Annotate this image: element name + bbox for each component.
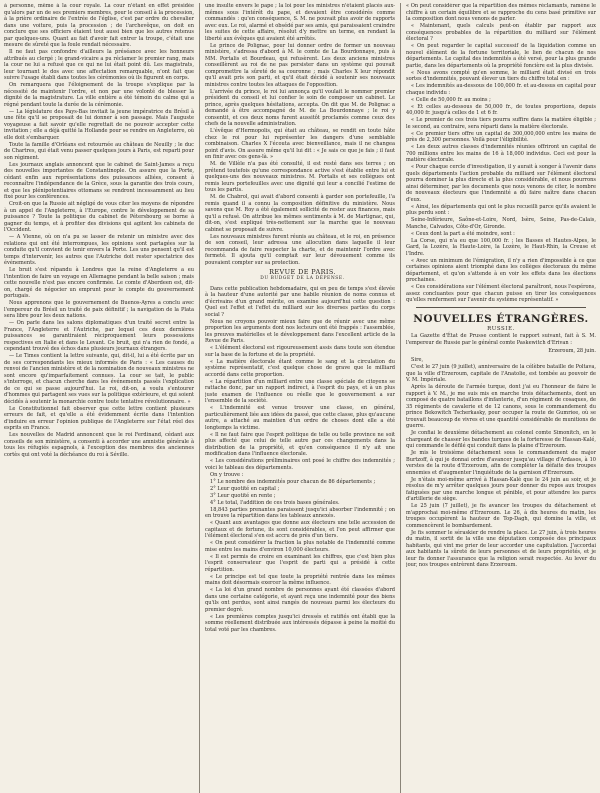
paragraph: Je confiai le deuxième détachement au colonel comte Simonitch, en le chargeant de chasser les bandes turques de la forteresse de Hassan-Kalé, qui commande le défilé qui conduit dans la plaine d'Erzeroum. [406,430,596,449]
paragraph: Nous ne croyons pouvoir mieux faire que de réunir avec une même proportion les arguments dont nos lecteurs ont été frappés : l'assemblée, les preuves matérielles et le développement dans l'excellent article de la Revue de Paris. [205,318,395,344]
paragraph: La Gazette d'État de Prusse contient le rapport suivant, fait à S. M. l'empereur de Russie par le général comte Paskewitch d'Erivan : [406,333,596,346]
paragraph: M. de Villèle n'a pas été consulté, il est resté dans ses terres ; on prétend toutefois qu'une correspondance active s'est établie entre lui et quelques-uns des nouveaux ministres. M. Portalis et ses collègues ont remis leurs portefeuilles avec une dignité qui leur a concilié l'estime de tous les partis. [205,161,395,193]
paragraph: Dans cette publication hebdomadaire, qui en peu de temps s'est élevée à la hauteur d'une autorité par une habile réunion de noms connus et d'écrivains d'un grand mérite, on examine aujourd'hui cette question : Quel est l'effet et l'effet du milliard sur les diverses parties du corps social ? [205,285,395,318]
paragraph: Il ne faut pas confondre d'ailleurs la préséance avec les honneurs attribués au clergé ; le grand-vicaire a pu réclamer le premier rang, mais la cour ne lui a refusé que ce qui ne lui était point dû. Les magistrats, leur tournant le dos avec une affectation remarquable, n'ont fait que suivre l'usage établi dans toutes les cérémonies où ils figurent en corps. [4,49,194,81]
paragraph: « Il est permis de croire en examinant les chiffres, que c'est bien plus l'esprit conservateur que l'esprit de parti qui a présidé à cette répartition. [205,553,395,573]
paragraph: « L'élément électoral est rigoureusement assis dans toute son étendue sur la base de la fortune et de la propriété. [205,345,395,358]
paragraph: « L'indemnité est venue trouver une classe, en général, particulièrement liée aux idées du passé, que cette classe, plus qu'aucune autre, a attaché au maintien d'un ordre de choses dont elle a été longtemps la victime. [205,405,395,431]
paragraph: Le 25 juin (7 juillet), je fis avancer les troupes du détachement et m'approchai moi-même d'Erzeroum. Le 26, à dix heures du matin, les troupes occupèrent la hauteur de Top-Dagh, qui domine la ville, et commencèrent le bombardement. [406,503,596,529]
paragraph: On remarquera que l'éloignement de la troupe s'explique par la nécessité de maintenir l'ordre, et non par une volonté de blesser la dignité de la magistrature. La ville entière a été témoin du calme qui a régné pendant toute la durée de la cérémonie. [4,82,194,108]
list-item: 4° Le total, l'addition de ces trois bases générales. [210,499,340,506]
paragraph: « Ce premier tiers offre un capital de 300,000,000 entre les mains de près de 2,300 personnes. Voilà pour l'éligibilité. [406,130,596,143]
dateline: Erzeroum, 28 juin. [548,348,596,354]
list-item: 3° Leur quotité en rente ; [210,492,276,499]
paragraph: Je mis le troisième détachement sous le commandement du major Burtzoff, à qui je donnai ordre d'avancer jusqu'au village d'Ardasos, à 10 verstes de la route d'Erzeroum, afin de complèter la défaite des troupes ennemies et d'augmenter l'inquiétude de la garnison d'Erzeroum. [406,450,596,476]
paragraph: Je fis sommer le séraskier de rendre la place. Le 27 juin, à trois heures du matin, il sortit de la ville une députation composée des principaux habitants, qui vint me prier de leur accorder une capitulation. J'accordai aux habitants la sûreté de leurs personnes et de leurs propriétés, et je leur fis donner l'assurance que la religion serait respectée. Au lever du jour, nos troupes entrèrent dans Erzeroum. [406,529,596,568]
paragraph: à personne, même à la cour royale. La cour n'étant en effet présidée qu'alors par un de ses premiers membres, pour le conseil à la procession, à la prière ordinaire de l'entrée de l'église, c'est par ordre du chevalier dans une voiture, puis la procession ; de l'archevêque, on doit en conclure que ses officiers étaient tout aussi bien que les autres retenus par quelques-uns. Quant au fait d'avoir fait entrer la troupe, c'était une mesure de sûreté que la foule rendait nécessaire. [4,3,194,48]
paragraph: « Les deux autres classes d'indemnités réunies offriront un capital de 700 millions entre les mains de 16 à 18,000 individus. Ceci est pour la matière électorale. [406,144,596,163]
paragraph: « Ces considérations sur l'élément électoral paraîtront, nous l'espérons, assez concluantes pour que chacun puisse en tirer les conséquences qu'elles renferment sur l'avenir du système représentatif. » [406,284,596,303]
column-divider [199,3,200,793]
paragraph: « Les indemnités au-dessous de 100,000 fr. et au-dessus en capital pour chaque individu : [406,83,596,96]
paragraph: — A Vienne, où on n'a pu se lasser de retenir un ministre avec des relations qui ont été interrompues, les opinions sont partagées sur la conduite qu'il convient de tenir envers la Porte. Les uns pensent qu'il est temps d'intervenir, les autres que l'Autriche doit rester spectatrice des événements. [4,234,194,266]
paragraph: « Le premier de ces trois tiers pourra suffire dans la matière éligible ; le second, au contraire, sera réparti dans la matière électorale. [406,117,596,130]
list-item: 1° Le nombre des indemnités pour chacun de 86 départements ; [210,478,376,485]
paragraph: — La législature des Pays-Bas invitait la jeune impératrice du Brésil à une fête qu'il se proposait de lui donner à son passage. Mais l'auguste voyageuse a fait savoir qu'elle regrettait de ne pouvoir accepter cette invitation ; elle a déjà quitté la Hollande pour se rendre en Angleterre, où elle doit s'embarquer. [4,108,194,141]
column-2 [205,3,395,793]
paragraph: La Corse, qui n'a eu que 100,000 fr. ; les Basses et Hautes-Alpes, le Gard, la Lozère, la Haute-Loire, la Lozère, le Haut-Rhin, la Creuse et l'Indre. [406,237,596,257]
paragraph: « On peut considérer la fraction la plus notable de l'indemnité comme mise entre les mains d'environ 10,000 électeurs. [205,540,395,553]
section-subtitle: DU BUDGET DE LA DÉPENSE. [260,276,345,281]
paragraph: Nous apprenons que le gouvernement de Buenos-Ayres a conclu avec l'empereur du Brésil un traité de paix définitif ; la navigation de la Plata sera libre pour les deux nations. [4,300,194,319]
paragraph: « Ceux dont la part a été moindre, sont : [411,230,515,237]
paragraph: « La matière électorale étant comme le sang et la circulation du système représentatif, c'est quelque chose de grave que le milliard accordé dans cette proportion. [205,358,395,378]
paragraph: Je n'étais moi-même arrivé à Hassan-Kalé que le 24 juin au soir, et je résolus de m'y arrêter quelques jours pour donner du repos aux troupes fatiguées par une marche longue et pénible, et pour attendre les parcs d'artillerie de siège. [406,476,596,502]
paragraph: « Pour chaque cercle d'investigation, il y aurait à songer à l'avenir dans quels départements l'action probable du milliard sur l'élément électoral pourra dominer la plus directe et la plus considérable, et nous pourrons ainsi déterminer, par les documents que nous venons de citer, le nombre de nouveaux électeurs que l'indemnité a dû faire naître dans chacun d'eux. [406,164,596,203]
section-title: REVUE DE PARIS. [269,268,336,276]
paragraph: L'évêque d'Hermopolis, qui était au château, se rendit en toute hâte chez le roi pour lui représenter les dangers d'une semblable combinaison. Charles X l'écouta avec bienveillance, mais il ne changea point d'avis. On assure même qu'il lui dit : « Je sais ce que je fais ; il faut en finir avec ces gens-là. » [205,128,395,160]
section-rule [416,307,586,308]
paragraph: « Et celles au-dessous de 50,000 fr., de toutes proportions, depuis 40,000 fr. jusqu'à celles de 1 et 6 fr. [406,103,596,116]
paragraph: M. de Chabrol, qui avait d'abord consenti à garder son portefeuille, l'a remis quand il a connu la composition définitive du ministère. Nous savons que M. Roy a été également sollicité de rester aux finances, mais qu'il a refusé. On attribue les mêmes sentiments à M. de Martignac, qui, dit-on, s'est expliqué très-nettement sur la marche que le nouveau cabinet se proposait de suivre. [205,194,395,233]
paragraph: « Il ne faut faire que l'esprit politique de telle ou telle province ne soit plus affecté que celui de telle autre par ces changements dans la distribution de la propriété, et qu'en conséquence il n'y ait une modification dans l'influence électorale. [205,431,395,457]
paragraph: « Maintenant, quels calculs peut-on établir par rapport aux conséquences probables de la répartition du milliard sur l'élément électoral ? [406,23,596,42]
country-heading: RUSSIE. [487,325,515,332]
salutation: Sire, [411,356,424,363]
paragraph: Les nouveaux ministres furent réunis au château, et le roi, en présence de son conseil, leur adressa une allocution dans laquelle il leur recommanda de faire respecter la charte, et de maintenir l'ordre avec fermeté. Il ajouta qu'il comptait sur leur dévouement comme ils pouvaient compter sur sa protection. [205,233,395,266]
paragraph: — Le Times contient la lettre suivante, qui, dit-il, lui a été écrite par un de ses correspondants les mieux informés de Paris : « Les causes du renvoi de l'ancien ministère et de la nomination de nouveaux ministres ne sont encore qu'imparfaitement connues. La cour se tait, le public s'interroge, et chacun cherche dans les événements passés l'explication de ce qui se passe aujourd'hui. Le roi, dit-on, a voulu s'entourer d'hommes qui partagent ses vues sur la politique extérieure, et qui soient décidés à soutenir la monarchie contre toute tentative révolutionnaire. » [4,353,194,405]
paragraph: « Ainsi, les départements qui ont le plus recueilli parce qu'ils avaient le plus perdu sont : [406,203,596,216]
paragraph: « La loi d'un grand nombre de personnes ayant été classées d'abord dans une certaine catégorie, et ayant reçu une indemnité pour des biens qu'ils ont perdus, sont ainsi rangés de nouveau parmi les électeurs du premier degré. [205,587,395,613]
paragraph: Le prince de Polignac, pour lui donner ordre de former un nouveau ministère, s'adressa d'abord à M. le comte de La Bourdonnaye, puis à MM. Portalis et Bourdeau, qui refusèrent. Les deux anciens ministres conseillèrent au roi de ne pas persister dans un système qui pouvait compromettre la sûreté de sa couronne ; mais Charles X leur répondit qu'il avait pris son parti, et qu'il était décidé à soutenir ses nouveaux ministres contre toutes les attaques de l'opposition. [205,42,395,88]
paragraph: Le Constitutionnel fait observer que cette lettre contient plusieurs erreurs de fait, et qu'elle a été évidemment écrite dans l'intention d'induire en erreur l'opinion publique de l'Angleterre sur l'état réel des esprits en France. [4,405,194,431]
paragraph: Seine-Inférieure, Saône-et-Loire, Nord, Isère, Seine, Pas-de-Calais, Manche, Calvados, Côte-d'Or, Gironde. [406,217,596,230]
paragraph: « Nous avons compté qu'en somme, le milliard était divisé en trois sortes d'indemnités, pouvant élever un tiers du chiffre total en : [406,69,596,82]
paragraph: 18,843 parties prenantes paraissent jusqu'ici absorber l'indemnité ; on en trouve la répartition dans les tableaux annexés. [205,506,395,519]
paragraph: « Le principe est tel que toute la propriété rentrée dans les mêmes mains doit désormais exercer la même influence. [205,573,395,586]
column-1 [4,3,194,793]
list-item: 2° Leur quotité en capital ; [210,485,280,492]
paragraph: Les journaux anglais annoncent que le cabinet de Saint-James a reçu des nouvelles importantes de Constantinople. On assure que la Porte, cédant enfin aux représentations des puissances alliées, consent à reconnaître l'indépendance de la Grèce, sous la garantie des trois cours, et que les plénipotentiaires ottomans se rendront incessamment au lieu fixé pour les conférences. [4,161,194,200]
paragraph: Après la déroute de l'armée turque, dont j'ai eu l'honneur de faire le rapport à V. M., je me suis mis en marche trois détachements, dont un composé de quatre bataillons d'infanterie, d'un régiment de cosaques, de 35 régiments de cavalerie et de 12 canons, sous le commandement du prince Bekowitch Tscherkasky, pour occuper la route de Gumriee, où se trouvait beaucoup de vivres et une quantité considérable de munitions de guerre. [406,384,596,429]
list-intro: On y trouve : [210,471,244,478]
paragraph: « Avec un minimum de l'émigration, il n'y a rien d'impossible à ce que certaines opinions aient triomphé dans les collèges électoraux du même département, et qu'on s'attende à en voir les effets dans les élections prochaines. [406,257,596,283]
section-heading: NOUVELLES ÉTRANGÈRES. [413,312,589,325]
paragraph: « Les premières comptes jusqu'ici dressés et ratifiés ont établi que la somme réellement distribuée aux intéressés dépasse à peine la moitié du total voté par les chambres. [205,613,395,633]
paragraph: L'arrivée du prince, le roi lui annonça qu'il voulait le nommer premier président du conseil et lui confier le soin de composer un cabinet. Le prince, après quelques hésitations, accepta. On dit que M. de Polignac a demandé à être accompagné de M. de La Bourdonnaye ; le roi y consentit, et ces deux noms furent aussitôt proclamés comme ceux des chefs de la nouvelle administration. [205,88,395,127]
revue-heading-block [205,269,395,283]
column-3 [406,3,596,793]
column-divider [400,3,401,793]
paragraph: « Les considérations préliminaires ont posé le chiffre des indemnités ; voici le tableau des départements. [205,458,395,471]
paragraph: Croit-on que la Russie ait négligé de vous citer les moyens de répondre à un appel de l'Angleterre, à l'Europe, contre le développement de sa puissance ? Toute la politique du cabinet de Pétersbourg se borne à gagner du temps, et à profiter des divisions qui agitent les cabinets de l'Occident. [4,201,194,233]
paragraph: « On peut considérer que la répartition des mêmes réclamants, ramène le chiffre à un certain équilibre et se rapproche du cens basé primitive sur la composition dont nous venons de parler. [406,3,596,22]
paragraph: Toute la famille d'Orléans est retournée au château de Neuilly ; le duc de Chartres, qui était venu passer quelques jours à Paris, est reparti pour son régiment. [4,141,194,161]
paragraph: — On parle dans les salons diplomatiques d'un traité secret entre la France, l'Angleterre et l'Autriche, par lequel ces deux dernières puissances se garantiraient réciproquement leurs possessions respectives en Italie et dans le Levant. Ce bruit, qui n'a rien de fondé, a cependant trouvé des échos dans plusieurs journaux étrangers. [4,320,194,352]
paragraph: « On peut regarder le capital successif de la liquidation comme un nouvel élément de la fortune territoriale, le lien de chacun de nos départements. Le capital des indemnités a été versé, pour la plus grande partie, dans les départements où la propriété foncière est la plus divisée. [406,43,596,69]
paragraph: Le bruit s'est répandu à Londres que la reine d'Angleterre a eu l'intention de faire un voyage en Allemagne pendant la belle saison ; mais cette nouvelle n'est pas encore confirmée. Le comte d'Aberdeen est, dit-on, chargé de négocier un emprunt pour le compte du gouvernement portugais. [4,267,194,299]
paragraph: « Celle de 50,000 fr. au moins ; [411,96,491,103]
paragraph: C'est le 27 juin (9 juillet), anniversaire de la célèbre bataille de Poltava, que la ville d'Erzeroum, capitale de l'Anatolie, est tombée au pouvoir de V. M. Impériale. [406,364,596,383]
paragraph: « La répartition d'un milliard entre une classe spéciale de citoyens se rattache donc, par un rapport indirect, à l'esprit du pays, et à un plus juste examen de l'influence ou réelle que le gouvernement a sur l'ensemble de la société. [205,378,395,404]
paragraph: « Quant aux avantages que donne aux électeurs une telle accession de capitaux et de fortune, ils sont considérables, et l'on peut affirmer que l'élément électoral s'en est accru de près d'un tiers. [205,520,395,539]
paragraph: une insulte envers le pape ; la loi pour les ministres n'étaient placés aux-mêmes sous l'intérêt du pape, et devaient être considérés comme commandés : qu'en conséquence, S. M. ne pouvait plus avoir de rapports avec eux. Le roi, alarmé et obsédé par ses amis, qui paraissaient craindre les suites de cette affaire, résolut d'y mettre un terme, en rendant la liberté aux évêques qui avaient été arrêtés. [205,3,395,42]
paragraph: Les nouvelles de Madrid annoncent que le roi Ferdinand, cédant aux conseils de son ministère, a consenti à accorder une amnistie générale à tous les réfugiés espagnols, à l'exception des membres des anciennes cortès qui ont voté la déchéance du roi à Séville. [4,432,194,458]
